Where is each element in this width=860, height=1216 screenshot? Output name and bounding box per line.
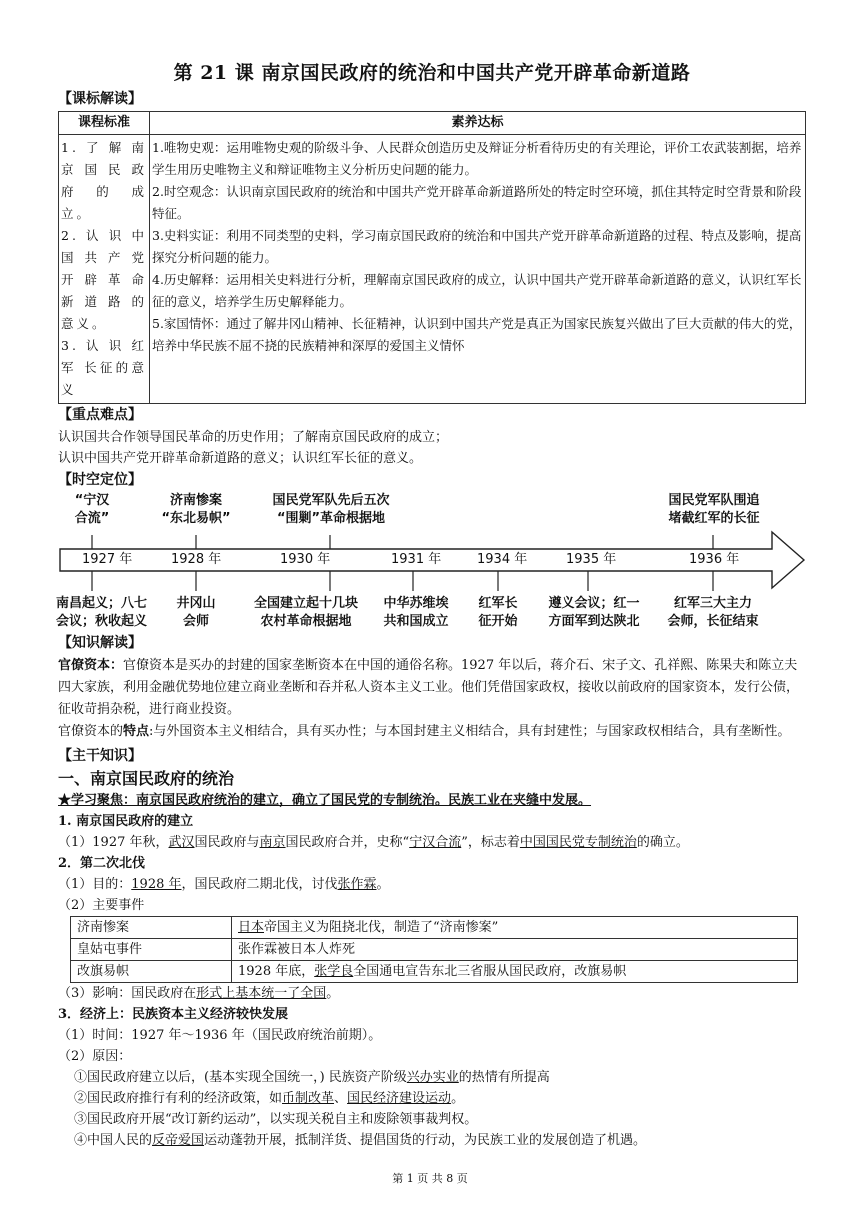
table-header: 素养达标	[150, 112, 806, 135]
timeline-year: 1928 年	[171, 552, 222, 567]
event-name: 皇姑屯事件	[71, 939, 232, 961]
section-zhishi: 【知识解读】	[58, 635, 142, 651]
timeline-top-label: 济南惨案 “东北易帜”	[161, 493, 231, 526]
standards-table	[58, 111, 806, 404]
timeline-bottom-label: 遵义会议；红一 方面军到达陕北	[548, 596, 640, 629]
timeline-top-label: “宁汉 合流”	[74, 493, 110, 526]
event-desc: 日本帝国主义为阻挠北伐，制造了“济南惨案”	[232, 917, 798, 939]
literacy-cell	[150, 135, 806, 404]
table-row	[71, 961, 798, 983]
literacy-item: 5.家国情怀：通过了解井冈山精神、长征精神，认识到中国共产党是真正为国家民族复兴做出了巨大贡献的伟大的党，培养中华民族不屈不挠的民族精神和深厚的爱国主义情怀	[152, 316, 802, 353]
reason-item: ①国民政府建立以后，(基本实现全国统一，) 民族资产阶级兴办实业的热情有所提高	[74, 1070, 550, 1085]
subheading-establish: 1. 南京国民政府的建立	[58, 814, 194, 829]
point-reason: （2）原因：	[58, 1049, 132, 1064]
literacy-item: 3.史料实证：利用不同类型的史料，学习南京国民政府的统治和中国共产党开辟革命新道路的过程、特点及影响，提高探究分析问题的能力。	[152, 228, 802, 265]
literacy-item: 4.历史解释：运用相关史料进行分析，理解南京国民政府的成立，认识中国共产党开辟革命新道路的意义，认识红军长征的意义，培养学生历史解释能力。	[152, 272, 802, 309]
learning-focus: ★学习聚焦：南京国民政府统治的建立，确立了国民党的专制统治。民族工业在夹缝中发展。	[58, 793, 592, 808]
reason-item: ②国民政府推行有利的经济政策，如币制改革、国民经济建设运动。	[74, 1091, 465, 1106]
literacy-item: 1.唯物史观：运用唯物史观的阶级斗争、人民群众创造历史及辩证分析看待历史的有关理论，评价工农武装割据，培养学生用历史唯物主义和辩证唯物主义分析历史问题的能力。	[152, 140, 802, 177]
timeline-bottom-label: 南昌起义；八七 会议；秋收起义	[56, 596, 148, 629]
point-impact: （3）影响：国民政府在形式上基本统一了全国。	[58, 986, 340, 1001]
timeline-year: 1927 年	[82, 552, 133, 567]
literacy-item: 2.时空观念：认识南京国民政府的统治和中国共产党开辟革命新道路所处的特定时空环境，抓住其特定时空背景和阶段特征。	[152, 184, 802, 221]
section-kebiao: 【课标解读】	[58, 91, 142, 107]
event-desc: 张作霖被日本人炸死	[232, 939, 798, 961]
reason-item: ③国民政府开展“改订新约运动”，以实现关税自主和废除领事裁判权。	[74, 1112, 478, 1127]
timeline-bottom-label: 红军三大主力 会师，长征结束	[667, 596, 759, 629]
course-standard-item: 2. 认 识 中 国 共 产 党 开 辟 革 命 新 道 路 的意义。	[61, 228, 147, 331]
timeline-bottom-label: 中华苏维埃 共和国成立	[383, 596, 449, 629]
event-name: 改旗易帜	[71, 961, 232, 983]
timeline-year: 1935 年	[566, 552, 617, 567]
table-row	[71, 939, 798, 961]
point-purpose: （1）目的：1928 年，国民政府二期北伐，讨伐张作霖。	[58, 877, 390, 892]
event-desc: 1928 年底，张学良全国通电宣告东北三省服从国民政府，改旗易帜	[232, 961, 798, 983]
timeline-bottom-label: 井冈山 会师	[176, 596, 216, 629]
table-row	[71, 917, 798, 939]
heading-nanjing: 一、南京国民政府的统治	[58, 769, 235, 788]
section-zhongdian: 【重点难点】	[58, 407, 142, 423]
timeline-year: 1930 年	[280, 552, 331, 567]
timeline-year: 1934 年	[477, 552, 528, 567]
events-table	[70, 916, 798, 983]
section-shikong: 【时空定位】	[58, 472, 142, 488]
key-point: 认识国共合作领导国民革命的历史作用；了解南京国民政府的成立；	[58, 430, 449, 445]
course-standard-item: 1. 了 解 南 京 国 民 政 府 的 成立。	[61, 140, 147, 221]
timeline	[58, 492, 806, 632]
reason-item: ④中国人民的反帝爱国运动蓬勃开展，抵制洋货、提倡国货的行动，为民族工业的发展创造了机遇。	[74, 1133, 647, 1148]
course-standard-cell	[59, 135, 150, 404]
point-ninghan: （1）1927 年秋，武汉国民政府与南京国民政府合并，史称“宁汉合流”，标志着中国国民党专制统治的确立。	[58, 835, 689, 850]
timeline-top-label: 国民党军队围追 堵截红军的长征	[668, 493, 760, 526]
timeline-bottom-label: 红军长 征开始	[478, 596, 518, 629]
key-point: 认识中国共产党开辟革命新道路的意义；认识红军长征的意义。	[58, 451, 423, 466]
table-header: 课程标准	[59, 112, 150, 135]
course-standard-item: 3. 认 识 红 军 长征的意义	[61, 338, 147, 397]
subheading-economy: 3．经济上：民族资本主义经济较快发展	[58, 1007, 289, 1022]
page-content	[58, 60, 806, 1151]
timeline-bottom-label: 全国建立起十几块 农村革命根据地	[253, 596, 358, 629]
event-name: 济南惨案	[71, 917, 232, 939]
section-zhugan: 【主干知识】	[58, 748, 142, 764]
page-title: 第 21 课 南京国民政府的统治和中国共产党开辟革命新道路	[173, 62, 691, 84]
point-time: （1）时间：1927 年～1936 年（国民政府统治前期）。	[58, 1028, 382, 1043]
knowledge-definition: 官僚资本：官僚资本是买办的封建的国家垄断资本在中国的通俗名称。1927 年以后，蒋介石、宋子文、孔祥熙、陈果夫和陈立夫四大家族，利用金融优势地位建立商业垄断和吞并私人资本主义工业。他们凭借国家政权，接收以前政府的国家资本，发行公债，征收苛捐杂税，进行商业投资。	[58, 658, 800, 717]
timeline-top-label: 国民党军队先后五次 “围剿”革命根据地	[272, 493, 390, 526]
subheading-beifa: 2．第二次北伐	[58, 856, 146, 871]
page-footer: 第 1 页 共 8 页	[392, 1172, 468, 1185]
timeline-year: 1931 年	[391, 552, 442, 567]
point-events-label: （2）主要事件	[58, 898, 145, 913]
knowledge-features: 官僚资本的特点:与外国资本主义相结合，具有买办性；与本国封建主义相结合，具有封建性；与国家政权相结合，具有垄断性。	[58, 724, 791, 739]
timeline-year: 1936 年	[689, 552, 740, 567]
